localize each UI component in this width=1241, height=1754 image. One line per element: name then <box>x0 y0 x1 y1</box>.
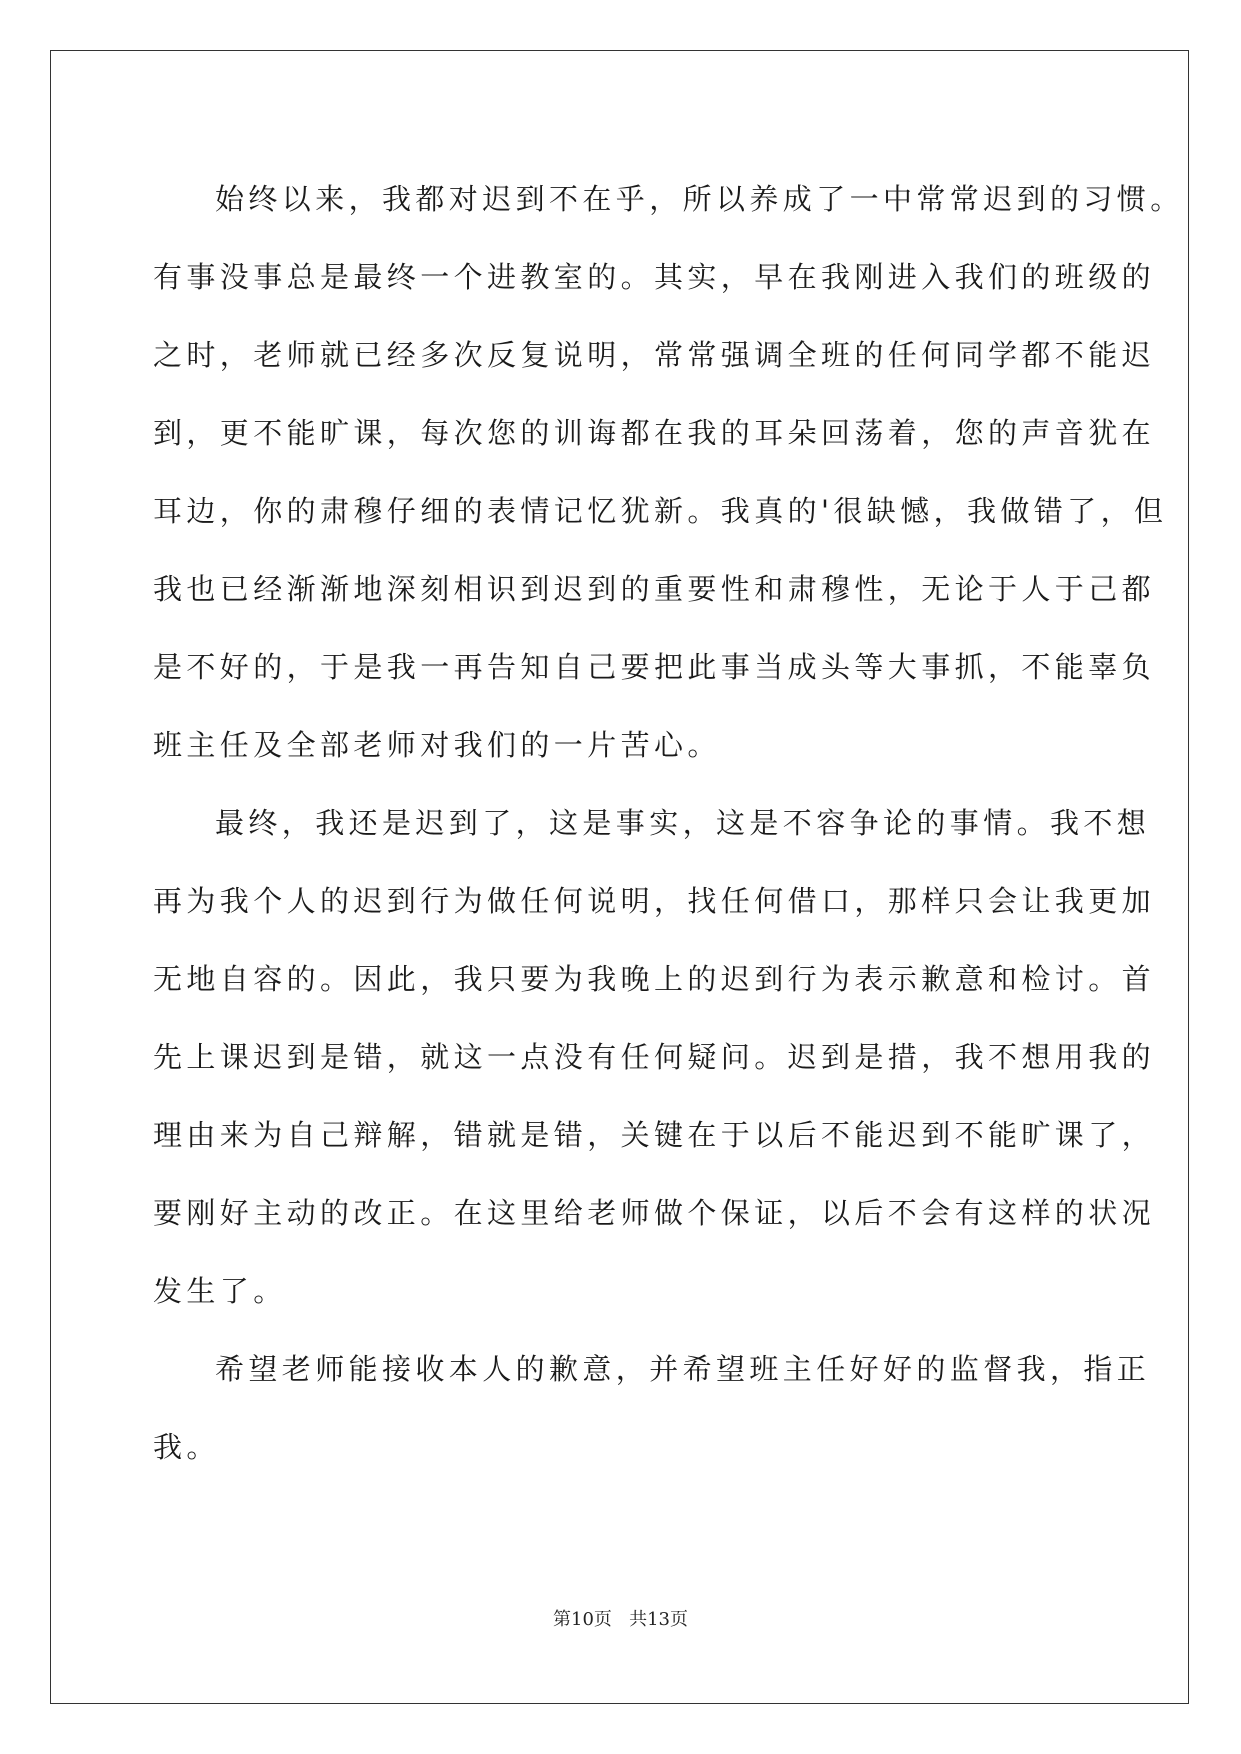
text-line: 我也已经渐渐地深刻相识到迟到的重要性和肃穆性，无论于人于己都 <box>153 572 1156 606</box>
text-line: 最终，我还是迟到了，这是事实，这是不容争论的事情。我不想 <box>215 806 1151 840</box>
text-line: 要刚好主动的改正。在这里给老师做个保证，以后不会有这样的状况 <box>153 1196 1156 1230</box>
paragraph-3 <box>153 1330 1151 1486</box>
text-line: 无地自容的。因此，我只要为我晚上的迟到行为表示歉意和检讨。首 <box>153 962 1156 996</box>
text-line: 之时，老师就已经多次反复说明，常常强调全班的任何同学都不能迟 <box>153 338 1156 372</box>
page-footer <box>0 1605 1241 1631</box>
text-line: 再为我个人的迟到行为做任何说明，找任何借口，那样只会让我更加 <box>153 884 1156 918</box>
text-line: 发生了。 <box>153 1274 287 1308</box>
text-line: 理由来为自己辩解，错就是错，关键在于以后不能迟到不能旷课了， <box>153 1118 1156 1152</box>
paragraph-2 <box>153 784 1156 1330</box>
text-line: 先上课迟到是错，就这一点没有任何疑问。迟到是措，我不想用我的 <box>153 1040 1156 1074</box>
text-line: 有事没事总是最终一个进教室的。其实，早在我刚进入我们的班级的 <box>153 260 1156 294</box>
text-line: 耳边，你的肃穆仔细的表情记忆犹新。我真的'很缺憾，我做错了，但 <box>153 494 1168 528</box>
text-line: 到，更不能旷课，每次您的训诲都在我的耳朵回荡着，您的声音犹在 <box>153 416 1156 450</box>
paragraph-1 <box>153 160 1184 784</box>
document-body <box>153 160 1184 1486</box>
text-line: 希望老师能接收本人的歉意，并希望班主任好好的监督我，指正 <box>215 1352 1151 1386</box>
text-line: 是不好的，于是我一再告知自己要把此事当成头等大事抓，不能辜负 <box>153 650 1156 684</box>
text-line: 班主任及全部老师对我们的一片苦心。 <box>153 728 721 762</box>
page-number: 第10页 <box>553 1609 612 1630</box>
text-line: 始终以来，我都对迟到不在乎，所以养成了一中常常迟到的习惯。 <box>215 182 1184 216</box>
text-line: 我。 <box>153 1430 220 1464</box>
page-total: 共13页 <box>629 1609 688 1630</box>
